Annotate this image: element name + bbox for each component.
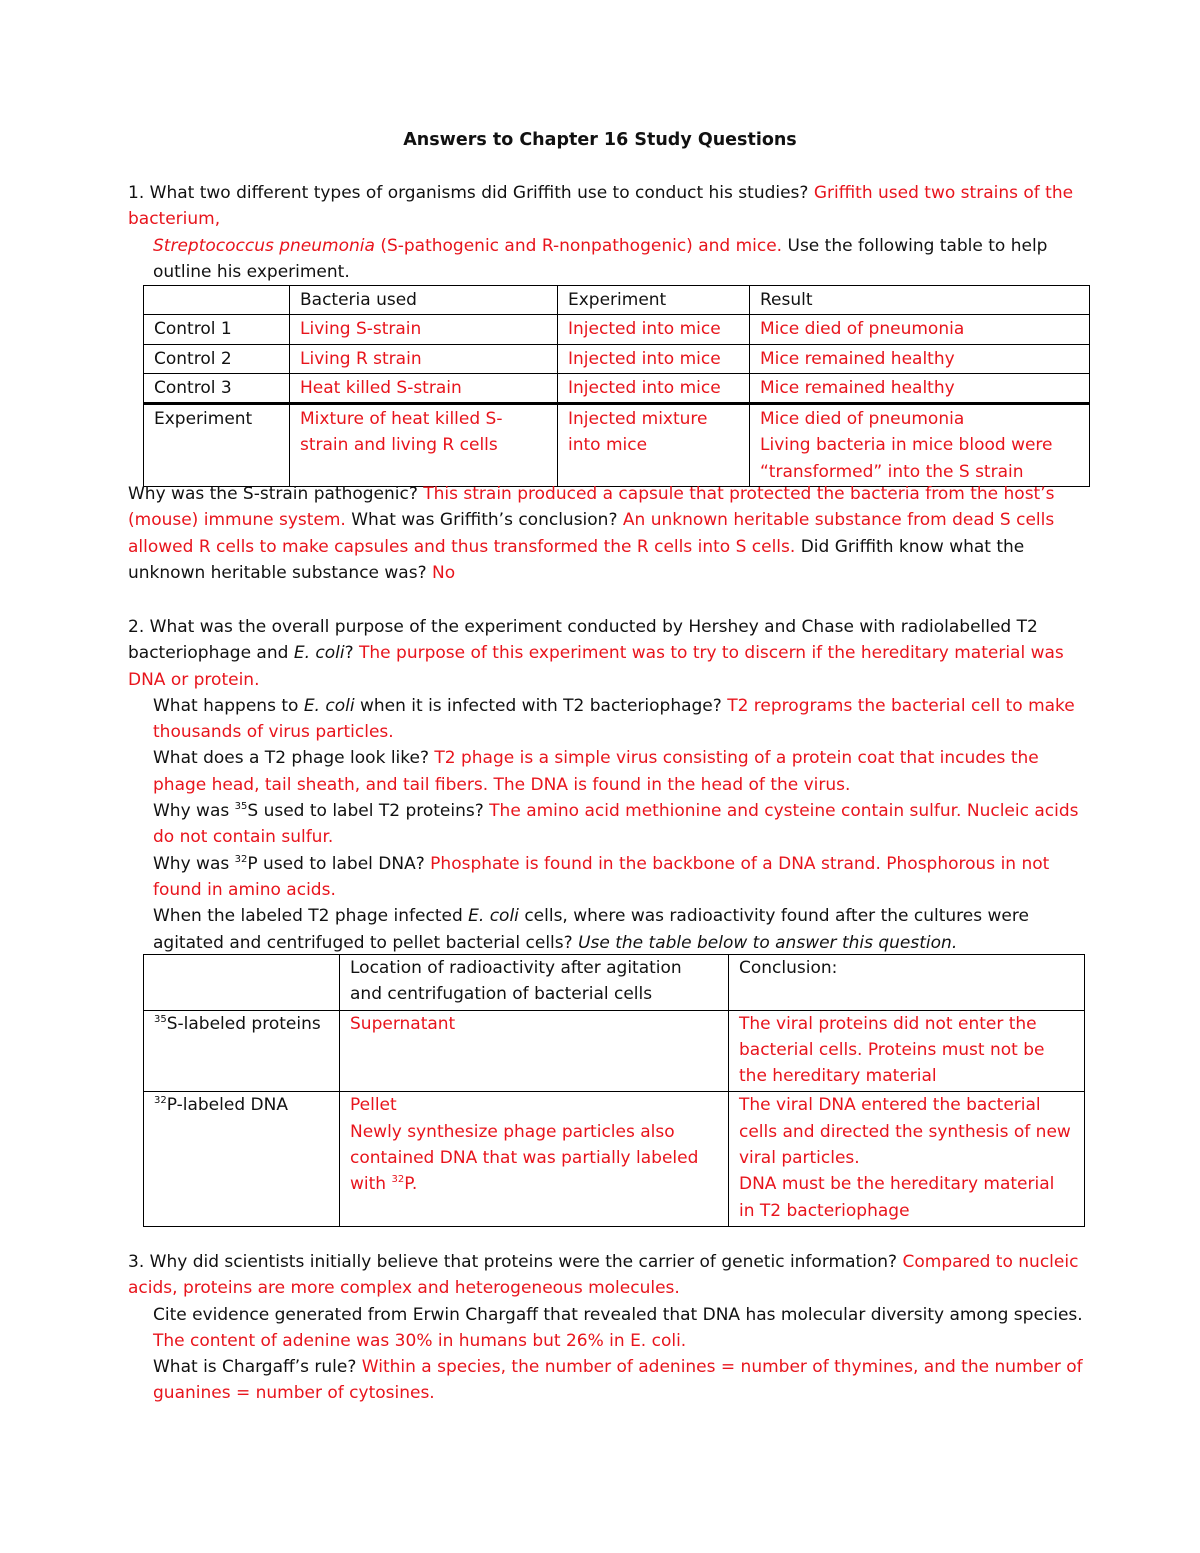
q1-followup-q3: Did Griffith know what the unknown heritable substance was? — [128, 536, 1025, 583]
result-line: Mice died of pneumonia — [760, 409, 965, 430]
q1-followup-q2: What was Griffith’s conclusion? — [351, 510, 618, 531]
row-label: Experiment — [144, 404, 290, 487]
q2-answer-e: Phosphate is found in the backbone of a DNA strand. Phosphorous in not found in amino acids. — [153, 853, 1050, 900]
q1-followup-a1: This strain produced a capsule that protected the bacteria from the host’s (mouse) immune system. — [128, 484, 1055, 531]
table-header-cell: Bacteria used — [290, 286, 558, 315]
q3-part-a — [128, 1249, 1088, 1302]
table-row — [144, 373, 1090, 403]
q2-question-a: What was the overall purpose of the experiment conducted by Hershey and Chase with radiolabelled T2 bacteriophage and — [128, 617, 1038, 664]
table-cell: The viral proteins did not enter the bacterial cells. Proteins must not be the hereditary material — [729, 1010, 1085, 1092]
row-label: Control 1 — [144, 315, 290, 344]
q1-followup — [128, 481, 1088, 586]
row-label: Control 3 — [144, 373, 290, 403]
q2-question-d: Why was — [153, 801, 230, 822]
q1-instruction: Use the following table to help outline his experiment. — [153, 235, 1048, 282]
q3-question-b: Cite evidence generated from Erwin Chargaff that revealed that DNA has molecular diversity among species. — [153, 1304, 1083, 1325]
q1-question: What two different types of organisms did Griffith use to conduct his studies? — [149, 183, 809, 203]
q2-part-a — [128, 614, 1088, 693]
table-cell: Injected into mice — [558, 344, 750, 373]
table-cell: Living S-strain — [290, 315, 558, 344]
q1-followup-a2: An unknown heritable substance from dead S cells allowed R cells to make capsules and thus transformed the R cells into S cells. — [128, 510, 1055, 557]
q1-text — [128, 180, 1088, 233]
q1-text-cont — [128, 233, 1088, 286]
q2-answer-c: T2 phage is a simple virus consisting of a protein coat that incudes the phage head, tail sheath, and tail fibers. The DNA is found in the head of the virus. — [153, 748, 1039, 795]
q2-part-f — [128, 903, 1088, 956]
page-title: Answers to Chapter 16 Study Questions — [403, 130, 797, 150]
q3-question-c: What is Chargaff’s rule? — [153, 1357, 357, 1378]
q2-question-f-end: cells, where was radioactivity found after the cultures were agitated and centrifuged to pellet bacterial cells? — [153, 906, 1029, 953]
row-label-text: S-labeled proteins — [166, 1013, 321, 1034]
conclusion-line: The viral DNA entered the bacterial cells and directed the synthesis of new viral particles. — [739, 1095, 1071, 1169]
table-header-cell: Location of radioactivity after agitation and centrifugation of bacterial cells — [340, 955, 729, 1011]
table-header-cell: Result — [750, 286, 1090, 315]
isotope-superscript: 32 — [391, 1174, 405, 1186]
q2-question-c: What does a T2 phage look like? — [153, 748, 429, 769]
q2-answer-a: The purpose of this experiment was to try to discern if the hereditary material was DNA or protein. — [128, 643, 1064, 690]
q3-number: 3. — [128, 1252, 145, 1272]
ecoli-term: E. coli — [293, 643, 345, 664]
q1-followup-q1: Why was the S-strain pathogenic? — [128, 484, 418, 504]
q2-number: 2. — [128, 617, 145, 637]
table-row — [144, 344, 1090, 373]
griffith-table — [143, 285, 1090, 487]
table-cell: Supernatant — [340, 1010, 729, 1092]
q3-answer-b: The content of adenine was 30% in humans but 26% in E. coli. — [153, 1330, 687, 1351]
q2-question-f: When the labeled T2 phage infected — [153, 906, 463, 927]
table-header-cell: Experiment — [558, 286, 750, 315]
table-cell — [729, 1092, 1085, 1226]
q2-part-b — [128, 693, 1088, 746]
question-3 — [128, 1249, 1088, 1407]
isotope-superscript: 32 — [154, 1095, 167, 1107]
conclusion-line: DNA must be the hereditary material in T2 bacteriophage — [739, 1174, 1055, 1221]
table-header-row — [144, 955, 1085, 1011]
table-row — [144, 404, 1090, 487]
location-text-end: P. — [404, 1174, 418, 1195]
location-text: Newly synthesize phage particles also contained DNA that was partially labeled with — [350, 1121, 699, 1195]
q3-part-b — [128, 1302, 1088, 1355]
q2-table-instruction: Use the table below to answer this question. — [578, 932, 958, 953]
q2-part-c — [128, 745, 1088, 798]
location-line: Pellet — [350, 1095, 397, 1116]
result-line: Living bacteria in mice blood were “transformed” into the S strain — [760, 435, 1053, 482]
q2-question-b-end: when it is infected with T2 bacteriophage? — [359, 695, 722, 716]
table-row — [144, 315, 1090, 344]
q3-answer-c: Within a species, the number of adenines = number of thymines, and the number of guanines = number of cytosines. — [153, 1357, 1083, 1404]
table-cell: Mice died of pneumonia — [750, 315, 1090, 344]
q1-answer-a: Griffith used two strains of the bacterium, — [128, 183, 1074, 230]
q1-followup-a3: No — [432, 562, 456, 583]
ecoli-term: E. coli — [303, 695, 355, 716]
location-line — [350, 1119, 718, 1198]
table-row — [144, 1092, 1085, 1226]
q2-answer-b: T2 reprograms the bacterial cell to make thousands of virus particles. — [153, 695, 1075, 743]
q3-answer-a: Compared to nucleic acids, proteins are more complex and heterogeneous molecules. — [128, 1252, 1079, 1299]
table-cell: Mice remained healthy — [750, 344, 1090, 373]
table-cell: Injected into mice — [558, 315, 750, 344]
table-cell: Mixture of heat killed S-strain and living R cells — [290, 404, 558, 487]
q1-number: 1. — [128, 183, 145, 203]
row-label: Control 2 — [144, 344, 290, 373]
ecoli-term: E. coli — [468, 906, 519, 927]
table-cell: Injected mixture into mice — [558, 404, 750, 487]
table-cell — [340, 1092, 729, 1226]
table-cell: Injected into mice — [558, 373, 750, 403]
q2-question-e: Why was — [153, 853, 230, 874]
table-header-cell: Conclusion: — [729, 955, 1085, 1011]
table-row — [144, 1010, 1085, 1092]
table-cell: Living R strain — [290, 344, 558, 373]
q2-answer-d: The amino acid methionine and cysteine contain sulfur. Nucleic acids do not contain sulfur. — [153, 801, 1079, 848]
row-label — [144, 1010, 340, 1092]
question-1 — [128, 180, 1088, 285]
q1-followup-text — [128, 481, 1088, 586]
q3-question-a: Why did scientists initially believe that proteins were the carrier of genetic information? — [149, 1252, 898, 1272]
q1-answer-b: (S-pathogenic and R-nonpathogenic) and mice. — [380, 235, 783, 256]
table-cell: Mice remained healthy — [750, 373, 1090, 403]
table-header-row — [144, 286, 1090, 315]
q2-question-a-end: ? — [344, 643, 354, 664]
table-header-cell — [144, 286, 290, 315]
hershey-chase-table — [143, 954, 1085, 1227]
row-label — [144, 1092, 340, 1226]
q3-part-c — [128, 1354, 1088, 1407]
q2-question-d-end: S used to label T2 proteins? — [247, 801, 484, 822]
table-cell — [750, 404, 1090, 487]
isotope-superscript: 35 — [234, 801, 248, 813]
isotope-superscript: 32 — [234, 853, 248, 865]
q2-part-e — [128, 851, 1088, 904]
q1-species: Streptococcus pneumonia — [153, 235, 375, 256]
row-label-text: P-labeled DNA — [166, 1095, 288, 1116]
q2-part-d — [128, 798, 1088, 851]
question-2 — [128, 614, 1088, 956]
q2-question-b: What happens to — [153, 695, 299, 716]
table-cell: Heat killed S-strain — [290, 373, 558, 403]
table-header-cell — [144, 955, 340, 1011]
q2-question-e-end: P used to label DNA? — [247, 853, 425, 874]
isotope-superscript: 35 — [154, 1013, 167, 1025]
